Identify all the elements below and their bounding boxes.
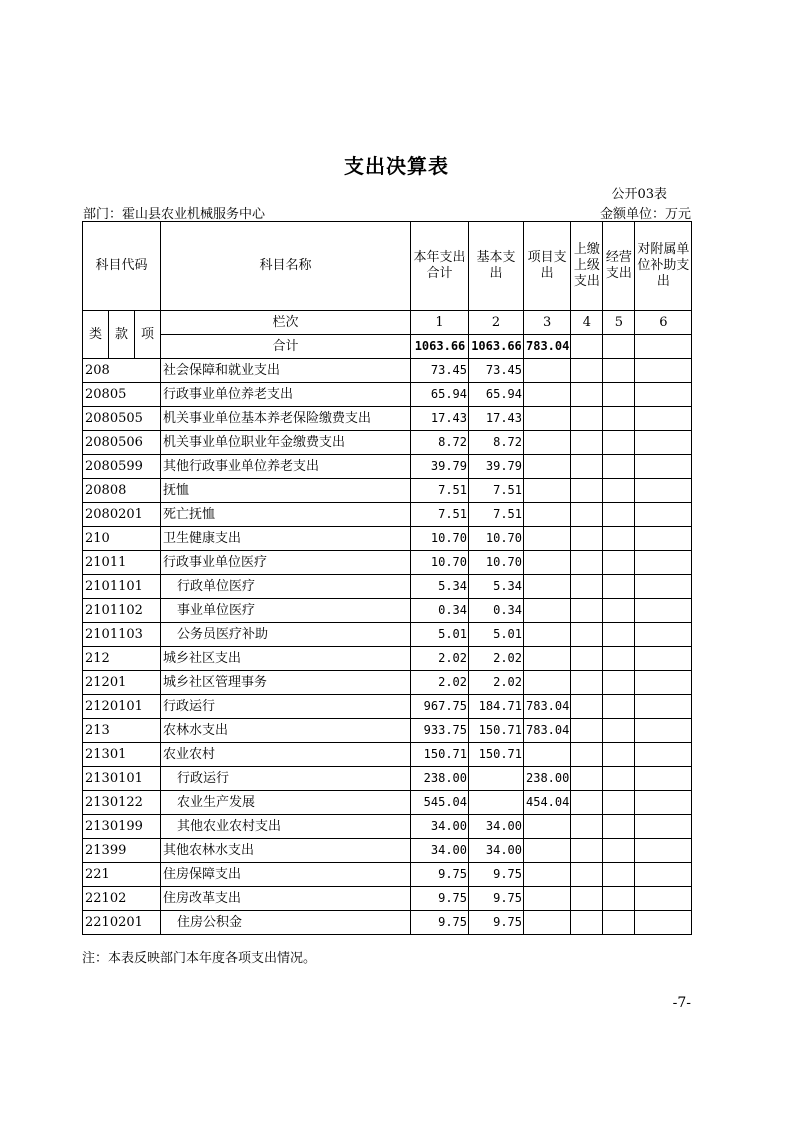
table-row — [83, 695, 692, 719]
row-business — [603, 431, 635, 455]
total-label: 合计 — [161, 335, 411, 359]
row-code: 22102 — [83, 887, 161, 911]
row-business — [603, 887, 635, 911]
row-upper — [571, 911, 603, 935]
table-row — [83, 815, 692, 839]
row-project — [524, 431, 571, 455]
row-subsidy — [635, 719, 692, 743]
header-kuan: 款 — [109, 311, 135, 359]
row-subsidy — [635, 431, 692, 455]
header-code: 科目代码 — [83, 222, 161, 311]
total-basic: 1063.66 — [469, 335, 524, 359]
table-row — [83, 719, 692, 743]
row-upper — [571, 599, 603, 623]
row-project — [524, 479, 571, 503]
row-total: 7.51 — [411, 503, 469, 527]
row-upper — [571, 551, 603, 575]
row-total: 65.94 — [411, 383, 469, 407]
row-name: 行政运行 — [161, 767, 411, 791]
row-business — [603, 791, 635, 815]
row-code: 2101103 — [83, 623, 161, 647]
row-name: 行政事业单位医疗 — [161, 551, 411, 575]
header-lanci: 栏次 — [161, 311, 411, 335]
row-subsidy — [635, 791, 692, 815]
row-basic: 10.70 — [469, 527, 524, 551]
header-upper: 上缴上级支出 — [571, 222, 603, 311]
row-business — [603, 503, 635, 527]
row-basic: 150.71 — [469, 719, 524, 743]
header-xiang: 项 — [135, 311, 161, 359]
row-basic: 7.51 — [469, 479, 524, 503]
row-name: 卫生健康支出 — [161, 527, 411, 551]
row-project — [524, 575, 571, 599]
col-index-1: 1 — [411, 311, 469, 335]
row-total: 2.02 — [411, 671, 469, 695]
row-subsidy — [635, 455, 692, 479]
table-row — [83, 623, 692, 647]
row-upper — [571, 671, 603, 695]
row-total: 5.01 — [411, 623, 469, 647]
page-title: 支出决算表 — [344, 154, 449, 178]
row-name: 农业农村 — [161, 743, 411, 767]
row-name: 农业生产发展 — [161, 791, 411, 815]
row-total: 933.75 — [411, 719, 469, 743]
row-upper — [571, 623, 603, 647]
row-project — [524, 599, 571, 623]
row-project: 238.00 — [524, 767, 571, 791]
row-code: 21201 — [83, 671, 161, 695]
table-row — [83, 455, 692, 479]
row-subsidy — [635, 695, 692, 719]
row-code: 2080599 — [83, 455, 161, 479]
row-name: 社会保障和就业支出 — [161, 359, 411, 383]
row-basic — [469, 767, 524, 791]
row-project — [524, 647, 571, 671]
row-business — [603, 623, 635, 647]
row-business — [603, 575, 635, 599]
row-basic: 39.79 — [469, 455, 524, 479]
row-code: 2130199 — [83, 815, 161, 839]
row-code: 2210201 — [83, 911, 161, 935]
row-total: 7.51 — [411, 479, 469, 503]
row-business — [603, 647, 635, 671]
row-business — [603, 839, 635, 863]
row-subsidy — [635, 575, 692, 599]
row-business — [603, 743, 635, 767]
row-upper — [571, 743, 603, 767]
row-total: 5.34 — [411, 575, 469, 599]
row-business — [603, 911, 635, 935]
row-project — [524, 455, 571, 479]
row-basic: 9.75 — [469, 887, 524, 911]
row-subsidy — [635, 599, 692, 623]
row-subsidy — [635, 503, 692, 527]
row-name: 住房公积金 — [161, 911, 411, 935]
row-basic: 184.71 — [469, 695, 524, 719]
row-business — [603, 359, 635, 383]
header-subsidy: 对附属单位补助支出 — [635, 222, 692, 311]
row-basic: 73.45 — [469, 359, 524, 383]
table-row — [83, 383, 692, 407]
row-name: 抚恤 — [161, 479, 411, 503]
row-basic: 2.02 — [469, 647, 524, 671]
row-business — [603, 527, 635, 551]
row-business — [603, 719, 635, 743]
table-row — [83, 839, 692, 863]
row-name: 其他农业农村支出 — [161, 815, 411, 839]
row-name: 城乡社区管理事务 — [161, 671, 411, 695]
table-row — [83, 647, 692, 671]
row-upper — [571, 527, 603, 551]
row-project — [524, 815, 571, 839]
row-subsidy — [635, 383, 692, 407]
row-total: 9.75 — [411, 863, 469, 887]
row-upper — [571, 887, 603, 911]
row-name: 住房保障支出 — [161, 863, 411, 887]
row-subsidy — [635, 743, 692, 767]
row-subsidy — [635, 815, 692, 839]
row-basic: 9.75 — [469, 863, 524, 887]
footnote: 注：本表反映部门本年度各项支出情况。 — [82, 951, 317, 966]
row-business — [603, 695, 635, 719]
row-code: 2130101 — [83, 767, 161, 791]
row-subsidy — [635, 623, 692, 647]
row-code: 2101102 — [83, 599, 161, 623]
row-basic: 0.34 — [469, 599, 524, 623]
page-number: -7- — [672, 995, 691, 1011]
table-row — [83, 863, 692, 887]
row-upper — [571, 455, 603, 479]
row-basic: 34.00 — [469, 815, 524, 839]
row-code: 21011 — [83, 551, 161, 575]
row-basic: 5.34 — [469, 575, 524, 599]
table-row — [83, 599, 692, 623]
row-upper — [571, 431, 603, 455]
form-number: 公开03表 — [611, 187, 667, 202]
table-row — [83, 407, 692, 431]
col-index-3: 3 — [524, 311, 571, 335]
department-label: 部门：霍山县农业机械服务中心 — [83, 207, 266, 222]
row-code: 213 — [83, 719, 161, 743]
header-basic: 基本支出 — [469, 222, 524, 311]
row-total: 17.43 — [411, 407, 469, 431]
row-total: 34.00 — [411, 815, 469, 839]
total-business — [603, 335, 635, 359]
row-name: 机关事业单位职业年金缴费支出 — [161, 431, 411, 455]
row-project — [524, 671, 571, 695]
table-row — [83, 551, 692, 575]
row-upper — [571, 863, 603, 887]
row-upper — [571, 575, 603, 599]
row-project — [524, 527, 571, 551]
col-index-5: 5 — [603, 311, 635, 335]
row-code: 221 — [83, 863, 161, 887]
row-project — [524, 863, 571, 887]
row-subsidy — [635, 551, 692, 575]
row-code: 20808 — [83, 479, 161, 503]
row-upper — [571, 479, 603, 503]
row-basic — [469, 791, 524, 815]
total-upper — [571, 335, 603, 359]
row-upper — [571, 839, 603, 863]
row-basic: 17.43 — [469, 407, 524, 431]
row-subsidy — [635, 767, 692, 791]
row-project: 783.04 — [524, 719, 571, 743]
row-total: 0.34 — [411, 599, 469, 623]
row-subsidy — [635, 407, 692, 431]
row-upper — [571, 719, 603, 743]
row-code: 2101101 — [83, 575, 161, 599]
row-basic: 5.01 — [469, 623, 524, 647]
row-total: 10.70 — [411, 527, 469, 551]
row-subsidy — [635, 479, 692, 503]
row-total: 9.75 — [411, 887, 469, 911]
row-business — [603, 599, 635, 623]
row-business — [603, 455, 635, 479]
row-project — [524, 551, 571, 575]
row-name: 农林水支出 — [161, 719, 411, 743]
row-code: 2080505 — [83, 407, 161, 431]
header-row — [83, 222, 692, 311]
row-business — [603, 551, 635, 575]
row-project — [524, 743, 571, 767]
table-row — [83, 431, 692, 455]
row-basic: 150.71 — [469, 743, 524, 767]
row-code: 208 — [83, 359, 161, 383]
row-business — [603, 863, 635, 887]
header-lei: 类 — [83, 311, 109, 359]
row-project — [524, 359, 571, 383]
row-total: 238.00 — [411, 767, 469, 791]
subheader-row — [83, 311, 692, 335]
row-code: 2130122 — [83, 791, 161, 815]
row-basic: 65.94 — [469, 383, 524, 407]
row-total: 545.04 — [411, 791, 469, 815]
row-name: 其他行政事业单位养老支出 — [161, 455, 411, 479]
row-basic: 10.70 — [469, 551, 524, 575]
row-name: 机关事业单位基本养老保险缴费支出 — [161, 407, 411, 431]
row-subsidy — [635, 527, 692, 551]
row-name: 住房改革支出 — [161, 887, 411, 911]
total-total: 1063.66 — [411, 335, 469, 359]
row-upper — [571, 407, 603, 431]
row-total: 150.71 — [411, 743, 469, 767]
table-row — [83, 743, 692, 767]
row-project: 454.04 — [524, 791, 571, 815]
total-subsidy — [635, 335, 692, 359]
row-name: 死亡抚恤 — [161, 503, 411, 527]
row-name: 公务员医疗补助 — [161, 623, 411, 647]
row-project — [524, 623, 571, 647]
row-business — [603, 671, 635, 695]
row-total: 10.70 — [411, 551, 469, 575]
row-total: 8.72 — [411, 431, 469, 455]
row-business — [603, 767, 635, 791]
row-code: 20805 — [83, 383, 161, 407]
table-row — [83, 911, 692, 935]
row-subsidy — [635, 647, 692, 671]
col-index-2: 2 — [469, 311, 524, 335]
table-row — [83, 479, 692, 503]
total-project: 783.04 — [524, 335, 571, 359]
row-project — [524, 887, 571, 911]
row-code: 2080506 — [83, 431, 161, 455]
row-total: 73.45 — [411, 359, 469, 383]
row-subsidy — [635, 911, 692, 935]
row-subsidy — [635, 863, 692, 887]
row-upper — [571, 647, 603, 671]
row-code: 2080201 — [83, 503, 161, 527]
row-subsidy — [635, 671, 692, 695]
row-name: 行政单位医疗 — [161, 575, 411, 599]
row-basic: 7.51 — [469, 503, 524, 527]
table-row — [83, 527, 692, 551]
row-subsidy — [635, 359, 692, 383]
table-row — [83, 575, 692, 599]
row-code: 212 — [83, 647, 161, 671]
row-subsidy — [635, 839, 692, 863]
row-project — [524, 911, 571, 935]
row-name: 其他农林水支出 — [161, 839, 411, 863]
row-business — [603, 479, 635, 503]
row-code: 2120101 — [83, 695, 161, 719]
row-upper — [571, 383, 603, 407]
row-basic: 8.72 — [469, 431, 524, 455]
row-code: 210 — [83, 527, 161, 551]
table-row — [83, 791, 692, 815]
col-index-4: 4 — [571, 311, 603, 335]
table-row — [83, 767, 692, 791]
total-row — [83, 335, 692, 359]
table-row — [83, 503, 692, 527]
row-total: 2.02 — [411, 647, 469, 671]
row-basic: 2.02 — [469, 671, 524, 695]
row-basic: 34.00 — [469, 839, 524, 863]
header-business: 经营支出 — [603, 222, 635, 311]
expenditure-table — [82, 221, 692, 935]
header-project: 项目支出 — [524, 222, 571, 311]
row-code: 21301 — [83, 743, 161, 767]
table-row — [83, 887, 692, 911]
row-code: 21399 — [83, 839, 161, 863]
row-total: 967.75 — [411, 695, 469, 719]
row-upper — [571, 791, 603, 815]
table-row — [83, 359, 692, 383]
row-upper — [571, 815, 603, 839]
row-business — [603, 815, 635, 839]
row-project: 783.04 — [524, 695, 571, 719]
row-total: 39.79 — [411, 455, 469, 479]
col-index-6: 6 — [635, 311, 692, 335]
row-project — [524, 503, 571, 527]
row-total: 34.00 — [411, 839, 469, 863]
row-project — [524, 407, 571, 431]
row-upper — [571, 503, 603, 527]
header-total: 本年支出合计 — [411, 222, 469, 311]
row-subsidy — [635, 887, 692, 911]
unit-label: 金额单位：万元 — [599, 207, 691, 222]
row-name: 行政运行 — [161, 695, 411, 719]
row-total: 9.75 — [411, 911, 469, 935]
table-row — [83, 671, 692, 695]
row-name: 城乡社区支出 — [161, 647, 411, 671]
row-project — [524, 839, 571, 863]
row-basic: 9.75 — [469, 911, 524, 935]
row-upper — [571, 359, 603, 383]
row-business — [603, 407, 635, 431]
row-project — [524, 383, 571, 407]
header-name: 科目名称 — [161, 222, 411, 311]
row-business — [603, 383, 635, 407]
row-upper — [571, 695, 603, 719]
row-upper — [571, 767, 603, 791]
row-name: 事业单位医疗 — [161, 599, 411, 623]
row-name: 行政事业单位养老支出 — [161, 383, 411, 407]
